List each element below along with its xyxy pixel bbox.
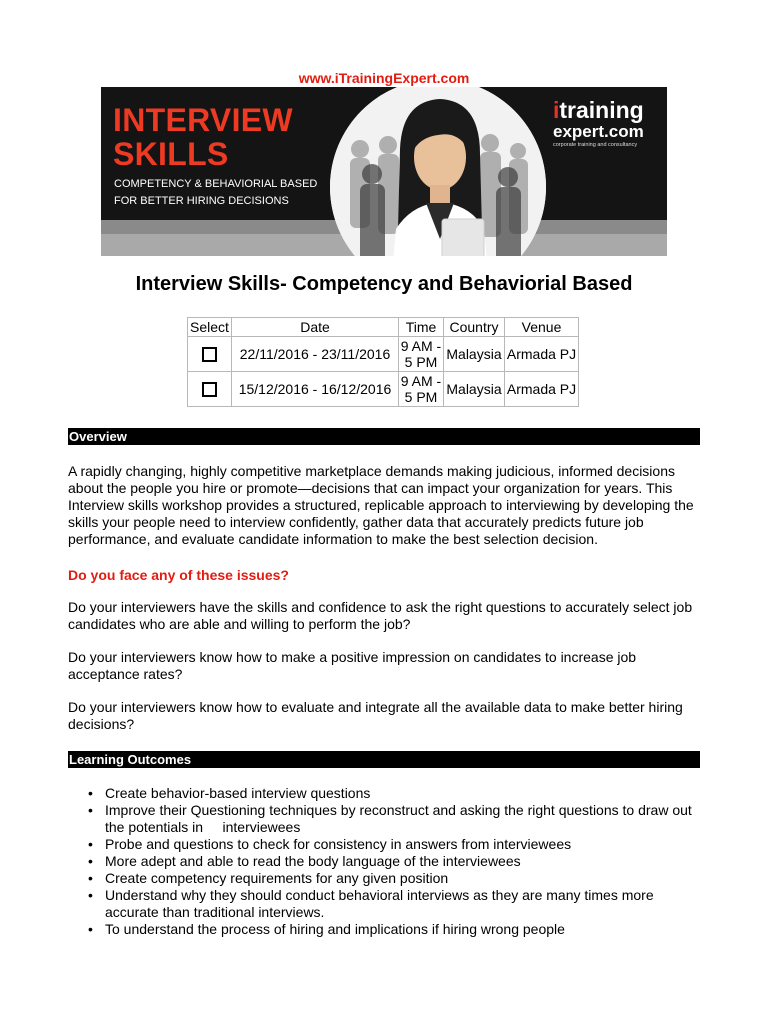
banner-subtitle <box>114 176 317 210</box>
issue-question: Do your interviewers know how to make a positive impression on candidates to increase job acceptance rates? <box>68 649 637 682</box>
header-country: Country <box>444 318 505 337</box>
learning-outcomes-heading: Learning Outcomes <box>68 751 700 768</box>
table-row <box>188 372 579 407</box>
venue-cell: Armada PJ <box>505 337 579 372</box>
bullet: • <box>88 870 93 886</box>
select-cell <box>188 372 232 407</box>
businesswoman-photo <box>330 87 546 256</box>
country-cell: Malaysia <box>444 372 505 407</box>
bullet: • <box>88 836 93 852</box>
banner-title-line1: INTERVIEW <box>113 102 293 138</box>
time-end: 5 PM <box>404 354 438 370</box>
list-item <box>88 921 708 938</box>
banner-subtitle-line2: FOR BETTER HIRING DECISIONS <box>114 195 289 207</box>
banner-image <box>101 87 667 256</box>
list-item <box>88 785 708 802</box>
header-select: Select <box>188 318 232 337</box>
list-item <box>88 836 708 853</box>
learning-outcomes-list <box>88 785 708 938</box>
country-cell: Malaysia <box>444 337 505 372</box>
select-checkbox[interactable] <box>202 382 217 397</box>
logo-i: i <box>553 97 560 123</box>
list-item-text: Create competency requirements for any given position <box>105 870 449 886</box>
itraining-logo <box>553 99 663 149</box>
schedule-table <box>187 317 579 407</box>
time-cell <box>399 372 444 407</box>
schedule-header-row <box>188 318 579 337</box>
banner-subtitle-line1: COMPETENCY & BEHAVIORIAL BASED <box>114 178 318 190</box>
logo-training: training <box>559 97 644 123</box>
header-date: Date <box>232 318 399 337</box>
time-cell <box>399 337 444 372</box>
banner-title <box>113 103 293 171</box>
page-title: Interview Skills- Competency and Behaviorial Based <box>135 273 633 295</box>
bullet: • <box>88 853 93 869</box>
date-cell: 15/12/2016 - 16/12/2016 <box>232 372 399 407</box>
select-cell <box>188 337 232 372</box>
list-item <box>88 802 708 836</box>
site-url-link[interactable]: www.iTrainingExpert.com <box>298 70 470 86</box>
time-start: 9 AM - <box>400 338 442 354</box>
bullet: • <box>88 802 93 818</box>
list-item <box>88 870 708 887</box>
time-start: 9 AM - <box>400 373 442 389</box>
list-item <box>88 887 708 921</box>
logo-expert: expert.com <box>553 122 644 141</box>
overview-body: A rapidly changing, highly competitive marketplace demands making judicious, informed decisions about the people you hire or promote—decisions that can impact your organization for years. This Interview skills workshop provides a structured, replicable approach to interviewing by developing the skills your people need to interview confidently, gather data that accurately predicts future job performance, and evaluate candidate information to make the best selection decision. <box>68 463 694 547</box>
list-item-text: Probe and questions to check for consistency in answers from interviewees <box>105 836 572 852</box>
bullet: • <box>88 887 93 903</box>
bullet: • <box>88 785 93 801</box>
issues-heading: Do you face any of these issues? <box>68 567 289 583</box>
banner-title-line2: SKILLS <box>113 136 229 172</box>
select-checkbox[interactable] <box>202 347 217 362</box>
issue-question: Do your interviewers know how to evaluate and integrate all the available data to make better hiring decisions? <box>68 699 683 732</box>
header-time: Time <box>399 318 444 337</box>
list-item-text: Improve their Questioning techniques by reconstruct and asking the right questions to draw out the potentials in interviewees <box>105 802 696 835</box>
overview-heading: Overview <box>68 428 700 445</box>
date-cell: 22/11/2016 - 23/11/2016 <box>232 337 399 372</box>
list-item-text: Understand why they should conduct behavioral interviews as they are many times more accurate than traditional interviews. <box>105 887 654 920</box>
bullet: • <box>88 921 93 937</box>
list-item-text: To understand the process of hiring and implications if hiring wrong people <box>105 921 565 937</box>
header-venue: Venue <box>505 318 579 337</box>
time-end: 5 PM <box>404 389 438 405</box>
logo-tagline: corporate training and consultancy <box>553 142 638 148</box>
list-item-text: More adept and able to read the body language of the interviewees <box>105 853 521 869</box>
issue-question: Do your interviewers have the skills and confidence to ask the right questions to accurately select job candidates who are able and willing to perform the job? <box>68 599 693 632</box>
venue-cell: Armada PJ <box>505 372 579 407</box>
table-row <box>188 337 579 372</box>
list-item-text: Create behavior-based interview questions <box>105 785 371 801</box>
list-item <box>88 853 708 870</box>
